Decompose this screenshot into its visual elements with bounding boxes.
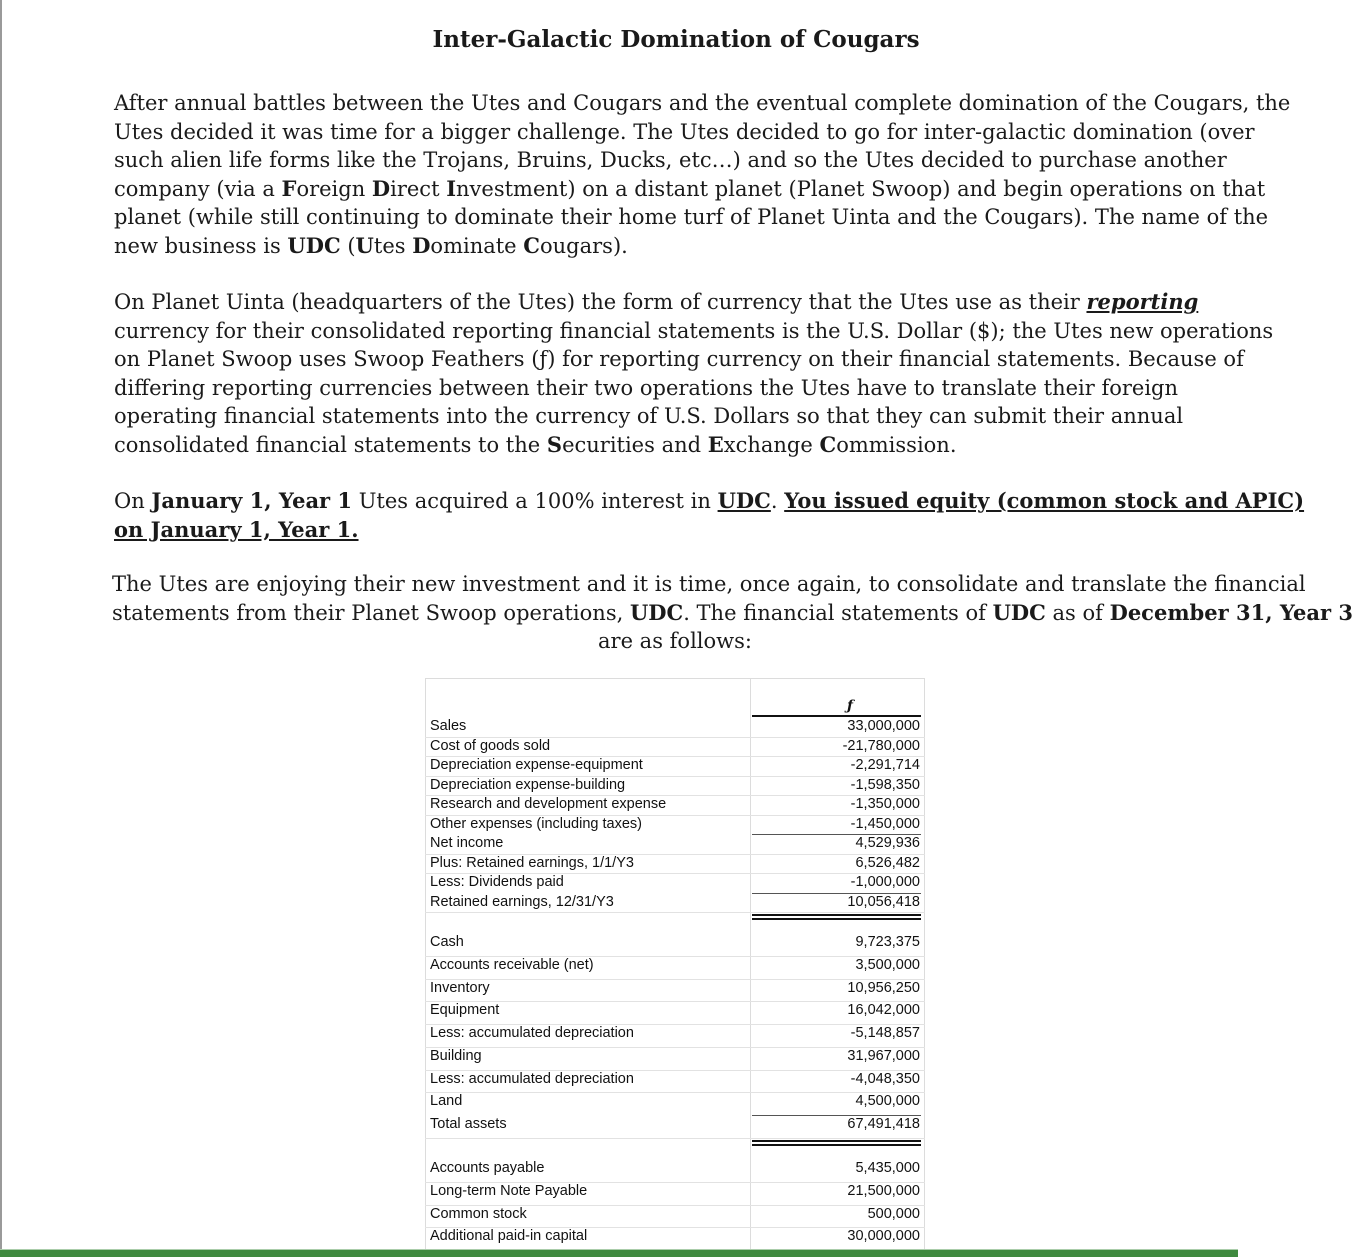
table-row (425, 957, 925, 980)
row-value: 4,529,936 (855, 835, 920, 851)
row-value: 4,500,000 (855, 1093, 920, 1110)
financial-statements-table (425, 678, 925, 1250)
acquisition-paragraph (114, 487, 1305, 544)
table-row (425, 835, 925, 855)
row-label: Depreciation expense-equipment (430, 757, 643, 773)
table-row (425, 816, 925, 836)
row-label: Research and development expense (430, 796, 667, 812)
row-label: Retained earnings, 12/31/Y3 (430, 893, 614, 910)
row-value: -4,048,350 (850, 1070, 920, 1087)
currency-line-5: operating financial statements into the currency of U.S. Dollars so that they can submit their annual (114, 404, 1184, 428)
row-value: -21,780,000 (842, 737, 920, 754)
row-value: 16,042,000 (847, 1002, 920, 1019)
row-value: 30,000,000 (847, 1228, 920, 1245)
intro-line-1: After annual battles between the Utes and Cougars and the eventual complete domination of the Cougars, the (114, 91, 1291, 115)
row-label: Sales (430, 718, 467, 734)
intro-line-5: planet (while still continuing to dominate their home turf of Planet Uinta and the Cougars). The name of the (114, 205, 1269, 229)
table-row (425, 1002, 925, 1025)
row-separator (425, 912, 925, 913)
consolidation-line-3: are as follows: (598, 629, 752, 653)
table-row (425, 1048, 925, 1071)
row-value: 31,967,000 (847, 1047, 920, 1064)
table-row (425, 980, 925, 1003)
table-row (425, 1206, 925, 1229)
total-double-underline (752, 1140, 921, 1142)
row-value: 10,956,250 (847, 979, 920, 996)
row-value: 21,500,000 (847, 1182, 920, 1199)
row-value: -1,000,000 (850, 874, 920, 890)
table-row (425, 1093, 925, 1116)
total-double-underline (752, 918, 921, 920)
table-row (425, 796, 925, 816)
row-label: Plus: Retained earnings, 1/1/Y3 (430, 854, 634, 871)
document-title: Inter-Galactic Domination of Cougars (432, 26, 920, 53)
row-separator (425, 1138, 925, 1139)
row-label: Common stock (430, 1205, 527, 1222)
consolidation-line-2: statements from their Planet Swoop operations, UDC. The financial statements of UDC as of December 31, Year 3 (112, 599, 1353, 625)
row-label: Cost of goods sold (430, 737, 551, 754)
currency-line-6: consolidated financial statements to the Securities and Exchange Commission. (114, 431, 957, 457)
intro-line-4: company (via a Foreign Direct Investment) on a distant planet (Planet Swoop) and begin operations on that (114, 175, 1266, 201)
row-label: Depreciation expense-building (430, 776, 626, 793)
row-value: 3,500,000 (855, 956, 920, 973)
currency-symbol-header: ƒ (846, 698, 854, 714)
table-row (425, 718, 925, 738)
row-value: 33,000,000 (847, 718, 920, 734)
row-label: Equipment (430, 1002, 500, 1019)
row-label: Additional paid-in capital (430, 1228, 588, 1245)
table-row (425, 894, 925, 914)
row-value: 6,526,482 (855, 854, 920, 871)
table-row (425, 1228, 925, 1251)
row-label: Accounts payable (430, 1160, 545, 1176)
currency-paragraph (114, 288, 1274, 459)
row-label: Land (430, 1093, 463, 1110)
currency-line-1: On Planet Uinta (headquarters of the Utes) the form of currency that the Utes use as their reporting (114, 289, 1199, 314)
row-value: -5,148,857 (850, 1025, 920, 1041)
row-label: Other expenses (including taxes) (430, 815, 642, 832)
row-value: 10,056,418 (847, 893, 920, 910)
intro-line-6: new business is UDC (Utes Dominate Cougars). (114, 232, 628, 258)
table-row (425, 777, 925, 797)
currency-line-3: on Planet Swoop uses Swoop Feathers (ƒ) for reporting currency on their financial statements. Because of (114, 347, 1244, 371)
table-row (425, 757, 925, 777)
row-value: 500,000 (867, 1205, 920, 1222)
row-label: Inventory (430, 979, 490, 996)
status-bar (0, 1250, 1238, 1257)
table-row (425, 934, 925, 957)
row-value: -1,350,000 (850, 796, 920, 812)
row-label: Less: accumulated depreciation (430, 1070, 634, 1087)
table-row (425, 874, 925, 894)
table-row (425, 855, 925, 875)
row-label: Net income (430, 835, 504, 851)
currency-line-2: currency for their consolidated reporting financial statements is the U.S. Dollar ($); the Utes new operations (114, 318, 1274, 343)
table-row (425, 1160, 925, 1183)
row-value: -1,598,350 (850, 776, 920, 793)
row-label: Less: accumulated depreciation (430, 1025, 634, 1041)
currency-header-underline (752, 715, 921, 717)
currency-line-4: differing reporting currencies between their two operations the Utes have to translate their foreign (114, 375, 1179, 400)
row-label: Cash (430, 934, 464, 950)
total-double-underline (752, 1144, 921, 1146)
acquisition-line-2: on January 1, Year 1. (114, 516, 359, 542)
row-value: 5,435,000 (855, 1160, 920, 1176)
table-row (425, 1071, 925, 1094)
table-top-border (425, 678, 925, 679)
consolidation-line-1: The Utes are enjoying their new investment and it is time, once again, to consolidate and translate the financial (112, 572, 1306, 596)
table-row (425, 738, 925, 758)
total-double-underline (752, 914, 921, 916)
row-label: Long-term Note Payable (430, 1182, 588, 1199)
intro-line-3: such alien life forms like the Trojans, Bruins, Ducks, etc…) and so the Utes decided to purchase another (114, 148, 1227, 172)
row-value: 67,491,418 (847, 1116, 920, 1132)
row-label: Total assets (430, 1116, 507, 1132)
row-label: Accounts receivable (net) (430, 956, 594, 973)
consolidation-paragraph (112, 570, 1353, 656)
row-value: -2,291,714 (850, 757, 920, 773)
intro-line-2: Utes decided it was time for a bigger challenge. The Utes decided to go for inter-galactic domination (over (114, 119, 1255, 144)
row-label: Building (430, 1047, 482, 1064)
table-row (425, 1025, 925, 1048)
table-row (425, 1183, 925, 1206)
row-label: Less: Dividends paid (430, 874, 564, 890)
acquisition-line-1: On January 1, Year 1 Utes acquired a 100% interest in UDC. You issued equity (common stock and APIC) (114, 488, 1305, 513)
table-row (425, 1116, 925, 1139)
row-value: 9,723,375 (855, 934, 920, 950)
intro-paragraph (114, 89, 1291, 260)
row-value: -1,450,000 (850, 815, 920, 832)
page-left-border (0, 0, 2, 1257)
